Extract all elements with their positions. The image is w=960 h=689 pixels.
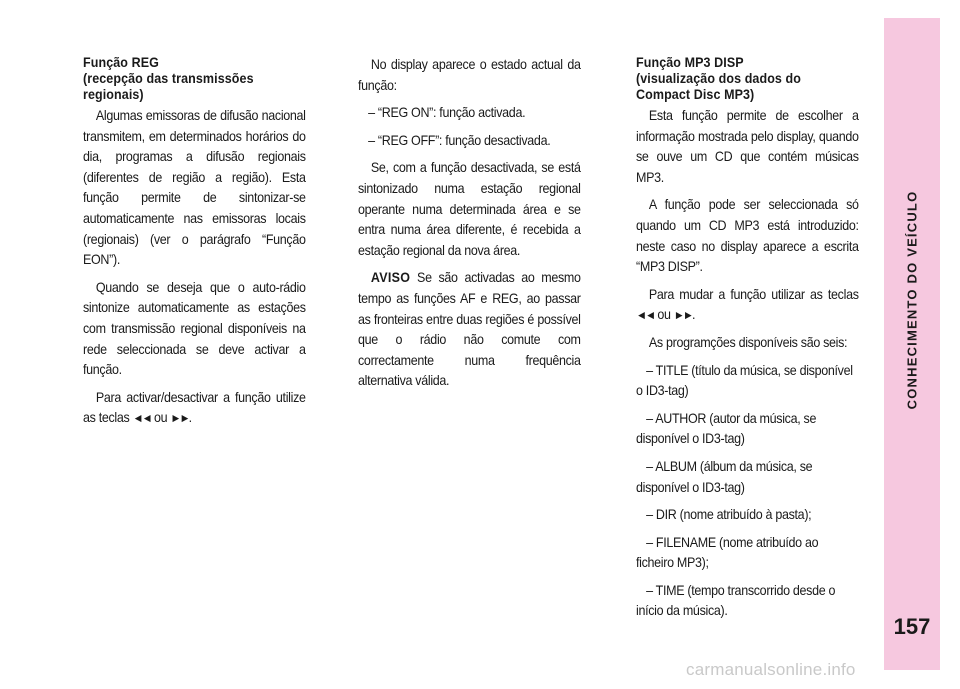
section-heading-mp3 <box>636 55 859 103</box>
heading-line: (recepção das transmissões <box>83 71 254 86</box>
page-number: 157 <box>893 614 931 639</box>
paragraph-keys <box>636 285 859 326</box>
rewind-keys-icon: ◄◄ <box>132 411 151 426</box>
or-text: ou <box>657 307 671 323</box>
list-item: – DIR (nome atribuído à pasta); <box>646 507 812 523</box>
list-item: – “REG OFF”: função desactivada. <box>368 132 551 148</box>
section-heading-reg <box>83 55 306 103</box>
paragraph-keys <box>83 388 306 429</box>
list-item: – FILENAME (nome atribuído ao ficheiro MP3); <box>636 534 819 571</box>
column-mp3-disp <box>636 55 859 629</box>
forward-keys-icon: ►► <box>673 308 692 323</box>
paragraph-text: Para activar/desactivar a função utilize as teclas <box>83 389 306 426</box>
paragraph: As programções disponíveis são seis: <box>648 334 848 350</box>
list-item: – TIME (tempo transcorrido desde o início da música). <box>636 582 836 619</box>
period: . <box>188 410 192 426</box>
paragraph: Algumas emissoras de difusão nacional transmitem, em determinados horários do dia, programas a difusão regionais (diferentes de região a região). Esta função permite de sintonizar-se automaticamente nas emissoras locais (regionais) (ver o parágrafo “Função EON”). <box>83 108 306 268</box>
list-item: – ALBUM (álbum da música, se disponível o ID3-tag) <box>636 458 813 495</box>
heading-line: regionais) <box>83 87 144 102</box>
list-item: – TITLE (título da música, se disponível o ID3-tag) <box>636 362 853 399</box>
or-text: ou <box>153 410 168 426</box>
warning-text: Se são activadas ao mesmo tempo as funções AF e REG, ao passar as fronteiras entre duas regiões é possível que o rádio não comute com correctamente numa frequência alternativa válida. <box>358 270 581 389</box>
heading-line: Compact Disc MP3) <box>636 87 755 102</box>
warning-paragraph <box>358 268 581 392</box>
list-item: – AUTHOR (autor da música, se disponível o ID3-tag) <box>636 410 817 447</box>
paragraph: Quando se deseja que o auto-rádio sintonize automaticamente as estações com transmissão regional disponíveis na rede seleccionada se deve activar a função. <box>83 279 306 378</box>
heading-line: Função REG <box>83 55 159 70</box>
forward-keys-icon: ►► <box>170 411 189 426</box>
heading-line: (visualização dos dados do <box>636 71 802 86</box>
column-reg-function <box>83 55 306 436</box>
chapter-title: CONHECIMENTO DO VEÍCULO <box>904 190 920 410</box>
list-item: – “REG ON”: função activada. <box>368 105 526 121</box>
warning-label: AVISO <box>370 270 411 286</box>
paragraph: No display aparece o estado actual da função: <box>358 57 581 93</box>
watermark: carmanualsonline.info <box>686 660 856 679</box>
period: . <box>691 307 696 323</box>
column-reg-status <box>358 55 581 399</box>
paragraph-text: Para mudar a função utilizar as teclas <box>648 286 859 302</box>
paragraph: A função pode ser seleccionada só quando um CD MP3 está introduzido: neste caso no display aparece a escrita “MP3 DISP”. <box>636 197 859 275</box>
heading-line: Função MP3 DISP <box>636 55 744 70</box>
paragraph: Se, com a função desactivada, se está sintonizado numa estação regional operante numa determinada área e se entra numa área diferente, é recebida a estação regional da nova área. <box>358 160 581 258</box>
rewind-keys-icon: ◄◄ <box>636 308 655 323</box>
paragraph: Esta função permite de escolher a informação mostrada pelo display, quando se ouve um CD que contém músicas MP3. <box>636 108 859 185</box>
